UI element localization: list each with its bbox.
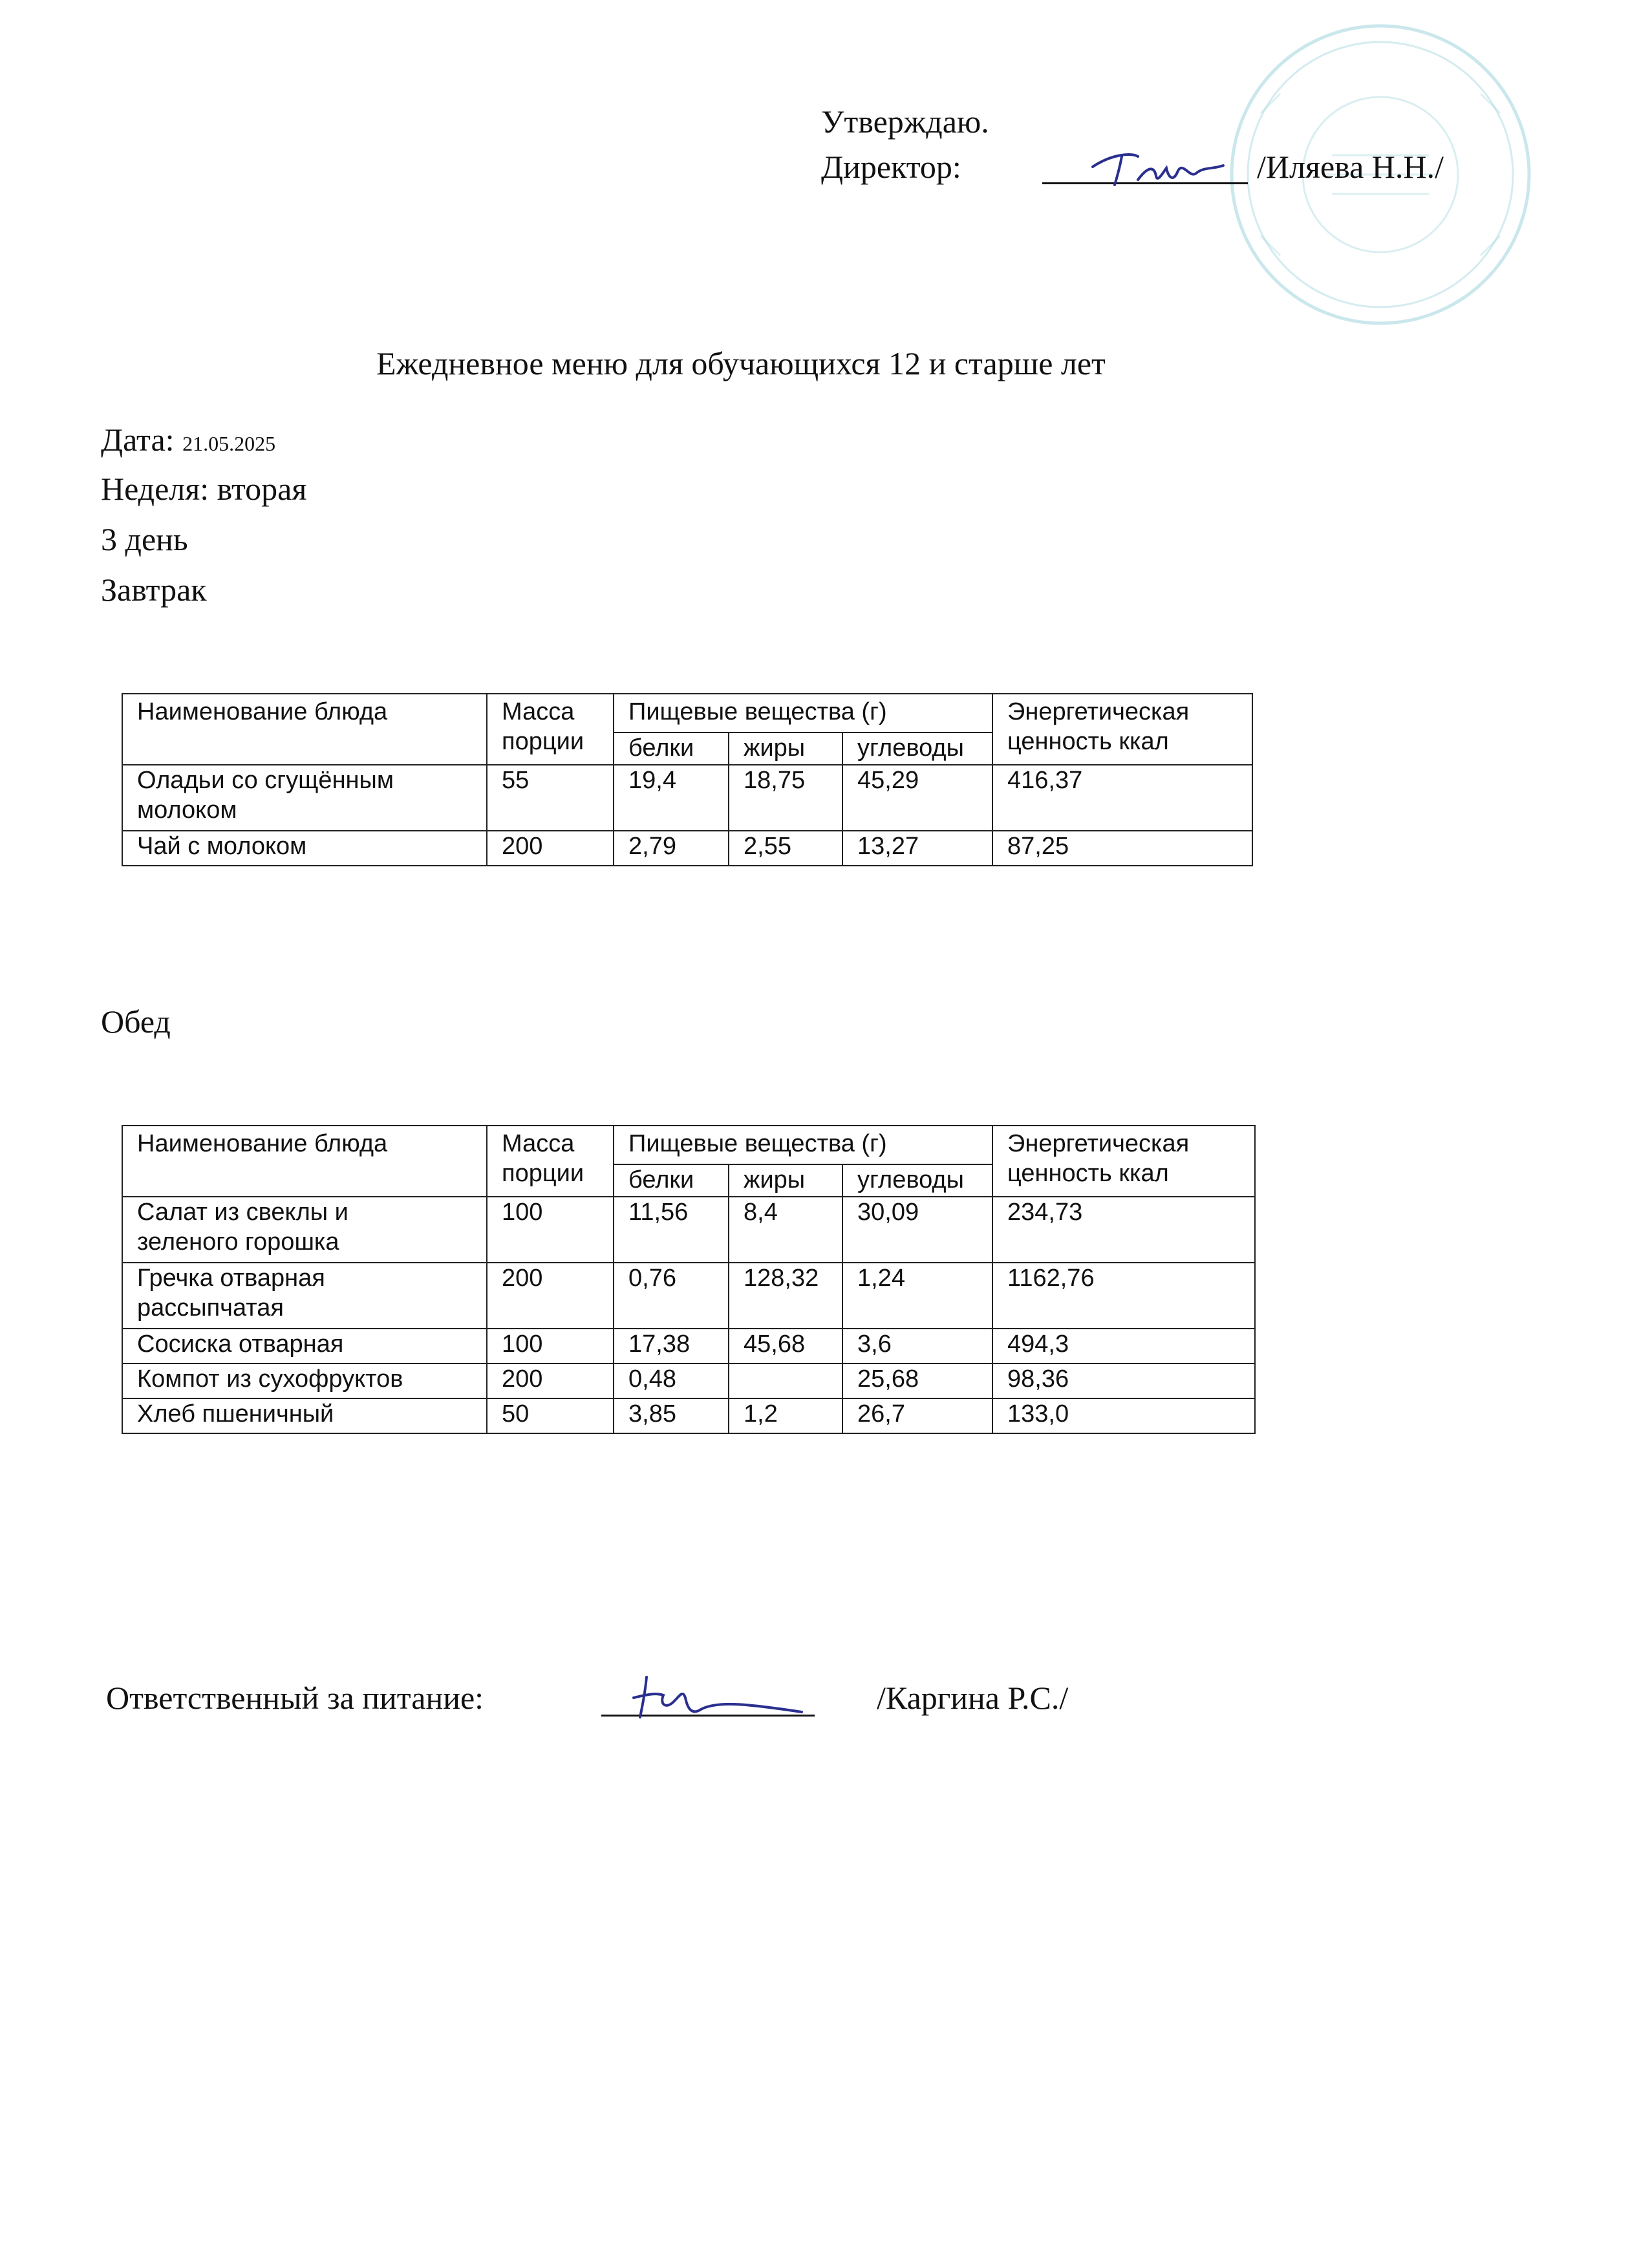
table-row — [122, 1364, 1255, 1398]
dish-name — [122, 765, 487, 831]
dish-mass: 50 — [487, 1398, 614, 1433]
dish-energy: 133,0 — [992, 1398, 1255, 1433]
table-row — [122, 765, 1252, 831]
header-nutrients: Пищевые вещества (г) — [614, 694, 992, 733]
dish-name: Хлеб пшеничный — [122, 1398, 487, 1433]
header-protein: белки — [614, 1164, 729, 1197]
dish-name: Сосиска отварная — [122, 1329, 487, 1364]
lunch-title: Обед — [101, 1003, 171, 1040]
header-energy-line2: ценность ккал — [1007, 728, 1169, 755]
dish-name-line2: зеленого горошка — [137, 1228, 339, 1256]
approve-text: Утверждаю. — [821, 103, 989, 140]
dish-fat: 45,68 — [729, 1329, 842, 1364]
dish-protein: 3,85 — [614, 1398, 729, 1433]
dish-name — [122, 1197, 487, 1263]
dish-mass: 100 — [487, 1329, 614, 1364]
breakfast-title: Завтрак — [101, 572, 207, 608]
dish-carbs: 26,7 — [842, 1398, 992, 1433]
dish-mass: 55 — [487, 765, 614, 831]
date-value: 21.05.2025 — [182, 432, 276, 455]
dish-protein: 11,56 — [614, 1197, 729, 1263]
header-mass-line2: порции — [502, 1160, 584, 1187]
responsible-label: Ответственный за питание: — [106, 1680, 484, 1716]
table-header-row — [122, 1126, 1255, 1164]
header-mass — [487, 694, 614, 765]
dish-protein: 17,38 — [614, 1329, 729, 1364]
dish-fat: 8,4 — [729, 1197, 842, 1263]
dish-energy: 416,37 — [992, 765, 1252, 831]
dish-mass: 200 — [487, 831, 614, 866]
director-name: /Иляева Н.Н./ — [1257, 149, 1444, 185]
date-line — [101, 420, 275, 463]
dish-carbs: 13,27 — [842, 831, 992, 866]
dish-mass: 100 — [487, 1197, 614, 1263]
header-energy — [992, 1126, 1255, 1197]
header-fat: жиры — [729, 733, 842, 765]
dish-fat: 2,55 — [729, 831, 842, 866]
header-energy — [992, 694, 1252, 765]
dish-fat: 18,75 — [729, 765, 842, 831]
dish-name-line1: Оладьи со сгущённым — [137, 767, 394, 794]
week-line: Неделя: вторая — [101, 471, 307, 507]
header-carbs: углеводы — [842, 1164, 992, 1197]
day-line: 3 день — [101, 521, 188, 557]
dish-mass: 200 — [487, 1364, 614, 1398]
responsible-name: /Каргина Р.С./ — [877, 1680, 1069, 1716]
dish-protein: 0,76 — [614, 1263, 729, 1329]
dish-carbs: 1,24 — [842, 1263, 992, 1329]
dish-mass: 200 — [487, 1263, 614, 1329]
dish-protein: 19,4 — [614, 765, 729, 831]
table-row — [122, 1263, 1255, 1329]
dish-name-line2: рассыпчатая — [137, 1294, 284, 1321]
header-protein: белки — [614, 733, 729, 765]
dish-carbs: 30,09 — [842, 1197, 992, 1263]
dish-fat: 128,32 — [729, 1263, 842, 1329]
header-mass — [487, 1126, 614, 1197]
dish-name-line1: Гречка отварная — [137, 1265, 325, 1292]
dish-energy: 494,3 — [992, 1329, 1255, 1364]
dish-name: Чай с молоком — [122, 831, 487, 866]
dish-protein: 2,79 — [614, 831, 729, 866]
table-header-row — [122, 694, 1252, 733]
table-row — [122, 1329, 1255, 1364]
dish-carbs: 3,6 — [842, 1329, 992, 1364]
director-signature — [1086, 147, 1228, 193]
dish-energy: 1162,76 — [992, 1263, 1255, 1329]
header-nutrients: Пищевые вещества (г) — [614, 1126, 992, 1164]
header-mass-line1: Масса — [502, 1130, 575, 1157]
lunch-table — [122, 1125, 1256, 1434]
dish-fat — [729, 1364, 842, 1398]
table-row — [122, 831, 1252, 866]
header-name: Наименование блюда — [122, 694, 487, 765]
dish-energy: 234,73 — [992, 1197, 1255, 1263]
dish-carbs: 45,29 — [842, 765, 992, 831]
director-label: Директор: — [821, 149, 961, 185]
header-energy-line1: Энергетическая — [1007, 698, 1190, 725]
header-mass-line1: Масса — [502, 698, 575, 725]
header-mass-line2: порции — [502, 728, 584, 755]
dish-fat: 1,2 — [729, 1398, 842, 1433]
table-row — [122, 1197, 1255, 1263]
dish-name-line1: Салат из свеклы и — [137, 1199, 348, 1226]
dish-name: Компот из сухофруктов — [122, 1364, 487, 1398]
header-energy-line1: Энергетическая — [1007, 1130, 1190, 1157]
breakfast-table — [122, 693, 1253, 866]
dish-protein: 0,48 — [614, 1364, 729, 1398]
date-label: Дата: — [101, 422, 175, 458]
responsible-signature — [621, 1672, 815, 1724]
header-name: Наименование блюда — [122, 1126, 487, 1197]
dish-energy: 98,36 — [992, 1364, 1255, 1398]
dish-name — [122, 1263, 487, 1329]
dish-energy: 87,25 — [992, 831, 1252, 866]
dish-name-line2: молоком — [137, 797, 237, 824]
document-title: Ежедневное меню для обучающихся 12 и старше лет — [376, 345, 1106, 381]
header-carbs: углеводы — [842, 733, 992, 765]
header-energy-line2: ценность ккал — [1007, 1160, 1169, 1187]
dish-carbs: 25,68 — [842, 1364, 992, 1398]
table-row — [122, 1398, 1255, 1433]
header-fat: жиры — [729, 1164, 842, 1197]
